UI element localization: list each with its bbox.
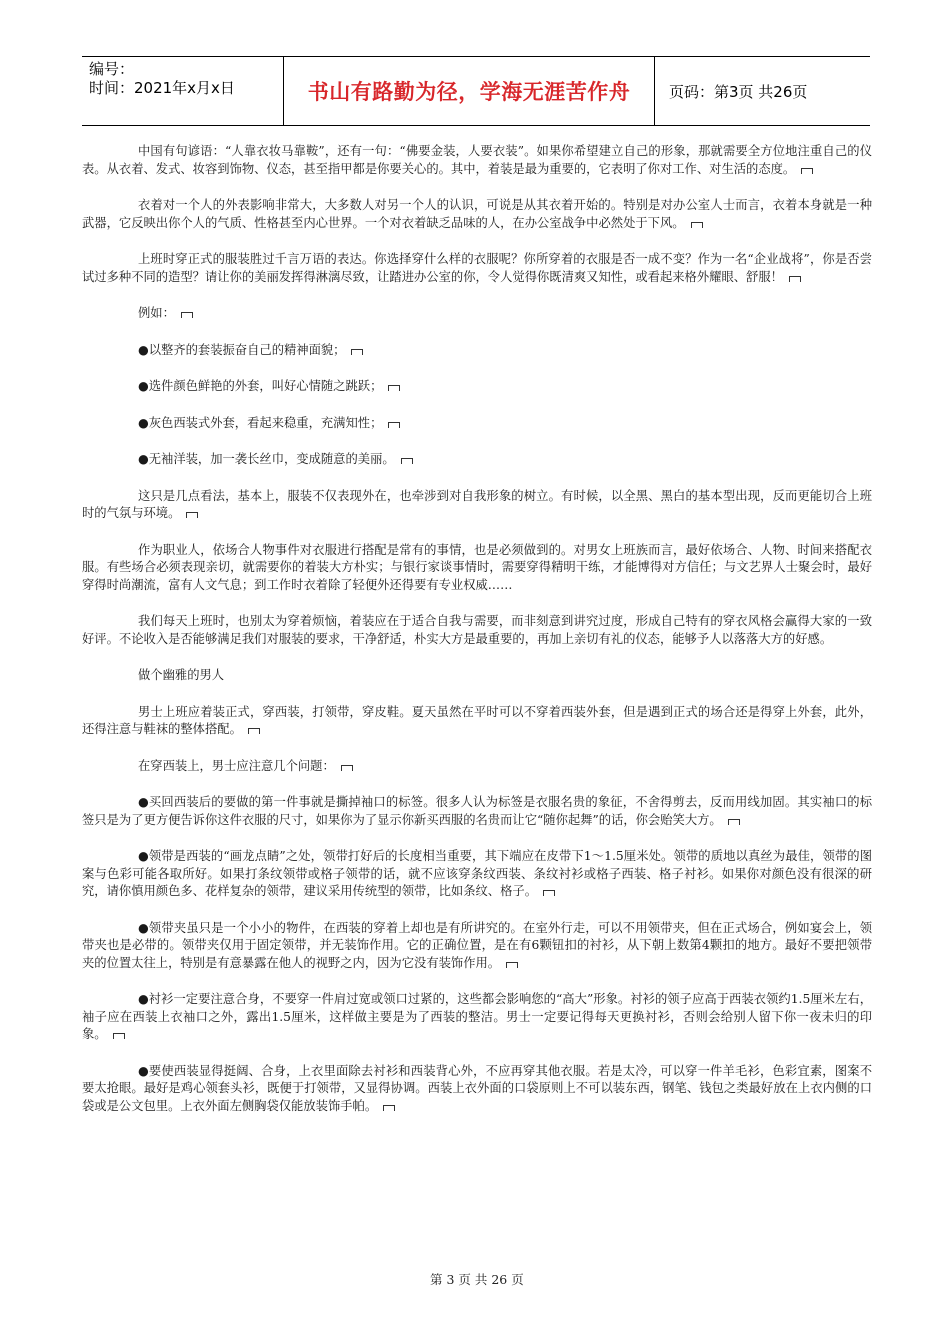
paragraph [82, 342, 872, 360]
paragraph-text: ●要使西装显得挺阔、合身，上衣里面除去衬衫和西装背心外，不应再穿其他衣服。若是太冷，可以穿一件羊毛衫，色彩宜素，图案不要太抢眼。最好是鸡心领套头衫，既便于打领带，又显得协调。西装上衣外面的口袋原则上不可以装东西，钢笔、钱包之类最好放在上衣内侧的口袋或是公文包里。上衣外面左侧胸袋仅能放装饰手帕。 [82, 1063, 872, 1113]
paragraph-mark-icon [506, 962, 518, 968]
paragraph [82, 378, 872, 396]
header-page-info: 页码：第3页 共26页 [669, 82, 808, 101]
paragraph-text: ●买回西装后的要做的第一件事就是撕掉袖口的标签。很多人认为标签是衣服名贵的象征，不舍得剪去，反而用线加固。其实袖口的标签只是为了更方便告诉你这件衣服的尺寸，如果你为了显示你新买西服的名贵而让它“随你起舞”的话，你会贻笑大方。 [82, 795, 872, 827]
paragraph [82, 251, 872, 286]
paragraph-text: ●无袖洋装，加一袭长丝巾，变成随意的美丽。 [138, 452, 395, 466]
header-meta [82, 57, 284, 125]
document-body [82, 143, 872, 1134]
paragraph [82, 143, 872, 178]
paragraph-text: 中国有句谚语：“人靠衣妆马靠鞍”，还有一句：“佛要金装，人要衣装”。如果你希望建立自己的形象，那就需要全方位地注重自己的仪表。从衣着、发式、妆容到饰物、仪态，甚至指甲都是你要关心的。其中，着装是最为重要的，它表明了你对工作、对生活的态度。 [82, 144, 872, 176]
paragraph-mark-icon [401, 458, 413, 464]
paragraph-mark-icon [728, 819, 740, 825]
paragraph-text: 男士上班应着装正式，穿西装，打领带，穿皮鞋。夏天虽然在平时可以不穿着西装外套，但是遇到正式的场合还是得穿上外套，此外，还得注意与鞋袜的整体搭配。 [82, 704, 872, 736]
paragraph-mark-icon [181, 312, 193, 318]
paragraph [82, 613, 872, 648]
paragraph [82, 794, 872, 829]
paragraph-mark-icon [543, 890, 555, 896]
paragraph [82, 920, 872, 973]
paragraph [82, 1063, 872, 1116]
paragraph-mark-icon [351, 349, 363, 355]
document-header [82, 56, 870, 126]
paragraph [82, 848, 872, 901]
paragraph-text: 作为职业人，依场合人物事件对衣服进行搭配是常有的事情，也是必须做到的。对男女上班族而言，最好依场合、人物、时间来搭配衣服。有些场合必须表现亲切，就需要你的着装大方朴实；与银行家谈事情时，需要穿得精明干练，才能博得对方信任；与文艺界人士聚会时，最好穿得时尚潮流，富有人文气息；到工作时衣着除了轻便外还得要有专业权威…… [82, 542, 872, 592]
paragraph-text: ●选件颜色鲜艳的外套，叫好心情随之跳跃； [138, 379, 383, 393]
paragraph-text: ●灰色西装式外套，看起来稳重，充满知性； [138, 415, 383, 430]
paragraph-text: ●领带夹虽只是一个小小的物件，在西装的穿着上却也是有所讲究的。在室外行走，可以不用领带夹，但在正式场合，例如宴会上，领带夹也是必带的。领带夹仅用于固定领带，并无装饰作用。它的正确位置，是在有6颗钮扣的衬衫，从下朝上数第4颗扣的地方。最好不要把领带夹的位置太往上，特别是有意暴露在他人的视野之内，因为它没有装饰作用。 [82, 920, 872, 970]
paragraph-text: ●衬衫一定要注意合身，不要穿一件肩过宽或领口过紧的，这些都会影响您的“高大”形象。衬衫的领子应高于西装衣领约1.5厘米左右，袖子应在西装上衣袖口之外，露出1.5厘米，这样做主要是为了西装的整洁。男士一定要记得每天更换衬衫，否则会给别人留下你一夜未归的印象。 [82, 992, 872, 1041]
paragraph [82, 667, 872, 685]
paragraph [82, 704, 872, 739]
paragraph [82, 415, 872, 433]
paragraph-text: 这只是几点看法，基本上，服装不仅表现外在，也牵涉到对自我形象的树立。有时候，以全黑、黑白的基本型出现，反而更能切合上班时的气氛与环境。 [82, 488, 872, 520]
paragraph [82, 991, 872, 1044]
paragraph-mark-icon [801, 168, 813, 174]
paragraph-mark-icon [248, 728, 260, 734]
paragraph-mark-icon [789, 276, 801, 282]
paragraph-text: 上班时穿正式的服装胜过千言万语的表达。你选择穿什么样的衣服呢？你所穿着的衣服是否一成不变？作为一名“企业战将”，你是否尝试过多种不同的造型？请让你的美丽发挥得淋漓尽致，让踏进办公室的你，令人觉得你既清爽又知性，或看起来格外耀眼、舒服！ [82, 252, 872, 284]
paragraph [82, 197, 872, 232]
paragraph-mark-icon [383, 1105, 395, 1111]
paragraph-mark-icon [691, 222, 703, 228]
paragraph [82, 488, 872, 523]
paragraph-mark-icon [388, 422, 400, 428]
paragraph-mark-icon [341, 765, 353, 771]
paragraph-text: ●以整齐的套装振奋自己的精神面貌； [138, 342, 346, 357]
paragraph-text: ●领带是西装的“画龙点睛”之处，领带打好后的长度相当重要，其下端应在皮带下1～1.5厘米处。领带的质地以真丝为最佳，领带的图案与色彩可能各取所好。如果打条纹领带或格子领带的话，就不应该穿条纹西装、条纹衬衫或格子西装、格子衬衫。如果你对颜色没有很深的研究，请你慎用颜色多、花样复杂的领带，建议采用传统型的领带，比如条纹、格子。 [82, 849, 872, 898]
paragraph-mark-icon [388, 385, 400, 391]
paragraph [82, 305, 872, 323]
paragraph [82, 451, 872, 469]
paragraph-text: 我们每天上班时，也别太为穿着烦恼，着装应在于适合自我与需要，而非刻意到讲究过度，形成自己特有的穿衣风格会赢得大家的一致好评。不论收入是否能够满足我们对服装的要求，干净舒适，朴实大方是最重要的，再加上亲切有礼的仪态，能够予人以落落大方的好感。 [82, 614, 872, 646]
header-motto: 书山有路勤为径，学海无涯苦作舟 [284, 57, 655, 125]
paragraph-text: 做个幽雅的男人 [138, 668, 225, 682]
number-label: 编号： [89, 60, 135, 78]
page-footer: 第 3 页 共 26 页 [430, 1272, 524, 1287]
paragraph-mark-icon [186, 512, 198, 518]
paragraph-mark-icon [113, 1033, 125, 1039]
paragraph [82, 542, 872, 595]
time-label: 时间：2021年x月x日 [89, 79, 235, 97]
paragraph-text: 例如： [138, 306, 175, 320]
paragraph-text: 在穿西装上，男士应注意几个问题： [138, 758, 335, 773]
paragraph [82, 758, 872, 776]
paragraph-text: 衣着对一个人的外表影响非常大，大多数人对另一个人的认识，可说是从其衣着开始的。特别是对办公室人士而言，衣着本身就是一种武器，它反映出你个人的气质、性格甚至内心世界。一个对衣着缺乏品味的人，在办公室战争中必然处于下风。 [82, 198, 872, 230]
